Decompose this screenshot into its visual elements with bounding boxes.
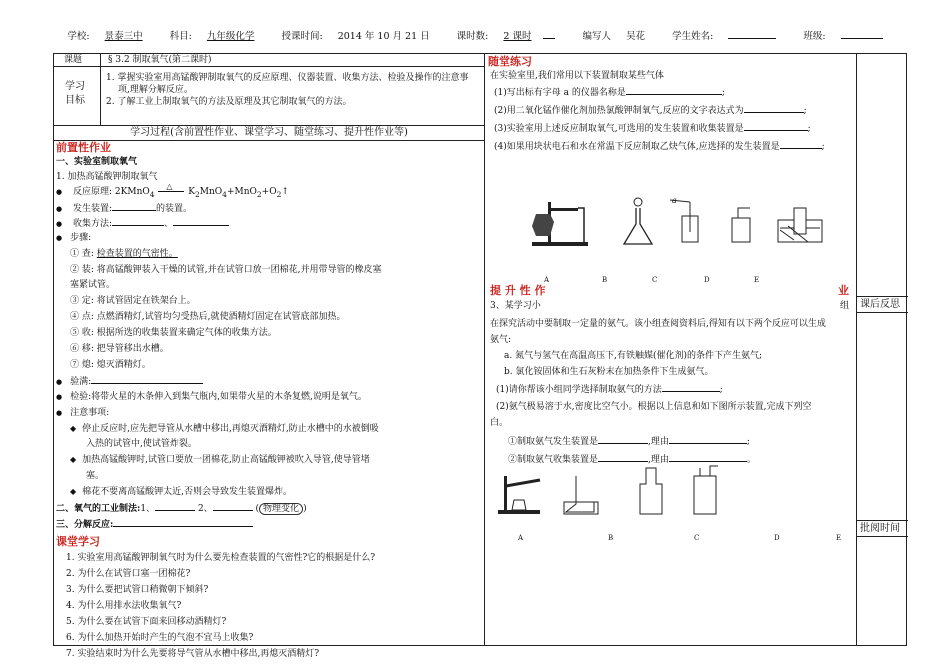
worksheet-table xyxy=(53,53,907,659)
goals-label-1: 学习 xyxy=(65,81,85,92)
step-2-cont: 塞紧试管。 xyxy=(70,280,116,290)
conical-flask-b xyxy=(624,208,652,244)
advance-b: b. 氯化铵固体和生石灰粉末在加热条件下生成氨气。 xyxy=(504,367,714,377)
question-4: 4. 为什么用排水法收集氧气? xyxy=(66,601,182,611)
class-study-title: 课堂学习 xyxy=(56,535,100,548)
note-2: ◆ 加热高锰酸钾时,试管口要放一团棉花,防止高锰酸钾被吹入导管,使导管堵 xyxy=(70,454,370,466)
step-7: ⑦ 熄: 熄灭酒精灯。 xyxy=(70,360,151,370)
practice-q2: (2)用二氧化锰作催化剂加热氯酸钾制氧气,反应的文字表达式为 ; xyxy=(494,106,807,116)
steps-label: ● 步骤: xyxy=(56,232,91,244)
fill-generator: ①制取氨气发生装置是 ,理由 ; xyxy=(508,437,750,447)
advance-p1: 在探究活动中要制取一定量的氨气。该小组查阅资料后,得知有以下两个反应可以生成 xyxy=(490,319,826,329)
practice-q4: (4)如果用块状电石和水在常温下反应制取乙炔气体,应选择的发生装置是 ; xyxy=(494,142,825,152)
apparatus-figure-2 xyxy=(496,462,846,522)
inspection: ● 检验:将带火星的木条伸入到集气瓶内,如果带火星的木条复燃,说明是氧气。 xyxy=(56,391,367,403)
goals-label-2: 目标 xyxy=(65,95,85,106)
topic-value: § 3.2 制取氧气(第二课时) xyxy=(108,55,212,65)
question-5: 5. 为什么要在试管下面来回移动酒精灯? xyxy=(66,617,227,627)
practice-title: 随堂练习 xyxy=(488,55,532,68)
question-7: 7. 实验结束时为什么先要将导气管从水槽中移出,再熄灭酒精灯? xyxy=(66,649,320,659)
flask-a xyxy=(532,214,554,236)
question-3: 3. 为什么要把试管口稍微朝下倾斜? xyxy=(66,585,209,595)
bottle-d xyxy=(732,218,750,242)
note-1: ◆ 停止反应时,应先把导管从水槽中移出,再熄灭酒精灯,防止水槽中的水被倒吸 xyxy=(70,423,379,435)
fill-collector: ②制取氨气收集装置是 ,理由 。 xyxy=(508,455,756,465)
stand-base xyxy=(532,242,588,246)
topic-label: 课题 xyxy=(64,55,83,65)
note-3: ◆ 棉花不要离高锰酸钾太近,否则会导致发生装置爆炸。 xyxy=(70,486,292,498)
check-full: ● 验满: xyxy=(56,375,203,388)
lesson-time: 2014 年 10 月 21 日 xyxy=(337,31,430,42)
question-2: 2. 为什么在试管口塞一团棉花? xyxy=(66,569,191,579)
student-name-blank[interactable] xyxy=(728,30,776,39)
apparatus-b2 xyxy=(566,476,594,512)
left-content xyxy=(56,140,484,659)
practice-intro: 在实验室里,我们常用以下装置制取某些气体 xyxy=(490,71,664,81)
step-5: ⑤ 收: 根据所选的收集装置来确定气体的收集方法。 xyxy=(70,328,277,338)
bottle-c2 xyxy=(640,468,662,514)
collection-method: ● 收集方法: 、 xyxy=(56,217,229,230)
page-header: 学校: 景泰三中 科目: 九年级化学 授课时间: 2014 年 10 月 21 日 课时数: 2 课时 编写人 吴花 学生姓名: 班级: xyxy=(0,30,950,44)
question-6: 6. 为什么加热开始时产生的气泡不宜马上收集? xyxy=(66,633,254,643)
notes-label: ● 注意事项: xyxy=(56,407,109,419)
advance-p1b: 氨气: xyxy=(490,335,512,345)
advance-title: 提 升 性 作 xyxy=(490,284,546,297)
lesson-hours: 2 课时 xyxy=(503,31,532,42)
step-6: ⑥ 移: 把导管移出水槽。 xyxy=(70,344,169,354)
practice-q3: (3)实验室用上述反应制取氧气,可选用的发生装置和收集装置是 ; xyxy=(494,124,811,134)
advance-sq1: (1)请你帮该小组同学选择制取氨气的方法 ; xyxy=(496,385,723,395)
advance-q3: 3、某学习小 xyxy=(490,301,541,311)
section-1-heading: 一、实验室制取氧气 xyxy=(56,157,138,167)
note-2-cont: 塞。 xyxy=(86,471,105,481)
advance-q3-end: 组 xyxy=(840,301,850,311)
label-a: a xyxy=(672,196,677,205)
step-2: ② 装: 将高锰酸钾装入干燥的试管,并在试管口放一团棉花,并用带导管的橡皮塞 xyxy=(70,265,382,275)
section-3-heading: 三、分解反应: xyxy=(56,518,253,531)
goals-list: 1. 掌握实验室用高锰酸钾制取氧气的反应原理、仪器装置、收集方法、检验及操作的注意事 项,理解分解反应。 2. 了解工业上制取氧气的方法及原理及其它制取氧气的方法。 xyxy=(106,73,469,108)
section-2-heading: 二、氧气的工业制法:1、 2、 ( 物理变化 ) xyxy=(56,504,307,514)
step-4: ④ 点: 点燃酒精灯,试管均匀受热后,就使酒精灯固定在试管底部加热。 xyxy=(70,312,346,322)
advance-sq2: (2)氨气极易溶于水,密度比空气小。根据以上信息和如下图所示装置,完成下列空 xyxy=(496,402,812,412)
school-value: 景泰三中 xyxy=(104,31,143,42)
step-1: ① 查: 检查装置的气密性。 xyxy=(70,249,178,259)
review-time-label: 批阅时间 xyxy=(860,523,900,534)
step-3: ③ 定: 将试管固定在铁架台上。 xyxy=(70,296,196,306)
reaction-principle: ● 反应原理: 2KMnO$_4$ △ $K_2MnO_4+MnO_2+O_2↑$ xyxy=(56,186,291,200)
pre-homework-title: 前置性作业 xyxy=(56,141,111,154)
note-1-cont: 入热的试管中,使试管炸裂。 xyxy=(86,439,197,449)
class-blank[interactable] xyxy=(841,30,883,39)
physical-change-tag: 物理变化 xyxy=(259,503,303,515)
practice-q1: (1)写出标有字母 a 的仪器名称是 ; xyxy=(494,88,725,98)
author-value: 吴花 xyxy=(626,31,646,42)
subject-value: 九年级化学 xyxy=(206,31,255,42)
bottle-d2 xyxy=(694,466,718,514)
advance-sq2b: 白。 xyxy=(490,418,509,428)
advance-title-end: 业 xyxy=(838,284,849,297)
generator-device: ● 发生装置: 的装置。 xyxy=(56,202,192,215)
reflection-label: 课后反思 xyxy=(860,299,900,310)
middle-content: 随堂练习 在实验室里,我们常用以下装置制取某些气体 (1)写出标有字母 a 的仪器名称是 ; (2)用二氧化锰作催化剂加热氯酸钾制氧气,反应的文字表达式为 ; (3)实验室用上述反应制取氧气,可选用的发生装置和收集装置是 ; (4)如果用块状电石和水在常温下反应制取乙炔气体,应选择的发生装置是 ; a A B C D E 提 升 性 作 业 3、某学习小 组 在探究活动中要制取一定量的氨气。该小组查阅资料后,得知有以下两个反应可以生成 氨气: a. 氮气与氢气在高温高压下,有铁触媒(催化剂)的条件下产生氨气; b. 氯化铵固体和生石灰粉末在加热条件下生成氨气。 (1)请你帮该小组同学选择制取氨气的方法 ; (2)氨气极易溶于水,密度比空气小。根据以上信息和如下图所示装置,完成下列空 白。 ①制取氨气发生装置是 ,理由 ; ②制取氨气收集装置是 ,理由 。 A B C D E xyxy=(488,55,850,542)
question-1: 1. 实验室用高锰酸钾制氧气时为什么要先检查装置的气密性?它的根据是什么? xyxy=(66,553,376,563)
process-title: 学习过程(含前置性作业、课堂学习、随堂练习、提升性作业等) xyxy=(130,127,408,138)
section-1-1: 1. 加热高锰酸钾制取氧气 xyxy=(56,172,158,182)
advance-a: a. 氮气与氢气在高温高压下,有铁触媒(催化剂)的条件下产生氨气; xyxy=(504,351,763,361)
